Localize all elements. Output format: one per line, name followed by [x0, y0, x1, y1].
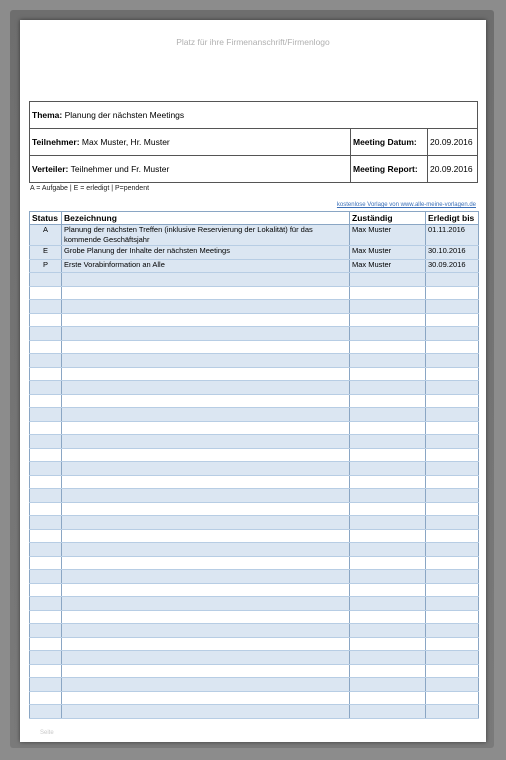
empty-task-cell: [350, 421, 426, 435]
empty-task-cell: [426, 597, 479, 611]
empty-task-cell: [62, 651, 350, 665]
empty-task-row: [30, 408, 479, 422]
empty-task-cell: [426, 529, 479, 543]
empty-task-cell: [62, 489, 350, 503]
empty-task-cell: [350, 664, 426, 678]
empty-task-row: [30, 421, 479, 435]
empty-task-cell: [30, 340, 62, 354]
empty-task-row: [30, 327, 479, 341]
meeting-datum-label: Meeting Datum:: [351, 129, 428, 156]
empty-task-cell: [62, 637, 350, 651]
empty-task-cell: [350, 394, 426, 408]
empty-task-cell: [426, 408, 479, 422]
empty-task-cell: [62, 421, 350, 435]
task-cell-erledigt-bis: 30.10.2016: [426, 246, 479, 260]
empty-task-cell: [62, 273, 350, 287]
meeting-report-label: Meeting Report:: [351, 156, 428, 183]
empty-task-cell: [350, 475, 426, 489]
empty-task-cell: [62, 313, 350, 327]
empty-task-cell: [30, 313, 62, 327]
empty-task-cell: [62, 408, 350, 422]
empty-task-cell: [62, 543, 350, 557]
empty-task-cell: [30, 583, 62, 597]
empty-task-cell: [30, 570, 62, 584]
empty-task-cell: [62, 691, 350, 705]
empty-task-cell: [62, 354, 350, 368]
empty-task-row: [30, 637, 479, 651]
empty-task-cell: [350, 448, 426, 462]
empty-task-row: [30, 448, 479, 462]
empty-task-cell: [426, 435, 479, 449]
verteiler-value: Teilnehmer und Fr. Muster: [68, 164, 170, 174]
task-cell-erledigt-bis: 30.09.2016: [426, 259, 479, 273]
empty-task-cell: [426, 300, 479, 314]
empty-task-cell: [350, 489, 426, 503]
empty-task-row: [30, 610, 479, 624]
empty-task-cell: [30, 543, 62, 557]
empty-task-cell: [426, 394, 479, 408]
empty-task-cell: [426, 678, 479, 692]
empty-task-cell: [30, 408, 62, 422]
empty-task-cell: [62, 340, 350, 354]
empty-task-cell: [350, 624, 426, 638]
empty-task-cell: [350, 691, 426, 705]
task-cell-bezeichnung: Erste Vorabinformation an Alle: [62, 259, 350, 273]
empty-task-cell: [30, 691, 62, 705]
teilnehmer-cell: [30, 129, 351, 156]
empty-task-cell: [350, 610, 426, 624]
empty-task-cell: [350, 597, 426, 611]
task-cell-bezeichnung: Planung der nächsten Treffen (inklusive Reservierung der Lokalität) für das kommende Geschäftsjahr: [62, 225, 350, 246]
teilnehmer-label: Teilnehmer:: [32, 137, 80, 147]
empty-task-cell: [62, 570, 350, 584]
empty-task-cell: [30, 637, 62, 651]
empty-task-row: [30, 462, 479, 476]
empty-task-cell: [30, 421, 62, 435]
empty-task-row: [30, 583, 479, 597]
empty-task-cell: [426, 502, 479, 516]
task-row: [30, 225, 479, 246]
empty-task-cell: [30, 354, 62, 368]
empty-task-cell: [426, 462, 479, 476]
empty-task-row: [30, 340, 479, 354]
company-logo-placeholder: Platz für ihre Firmenanschrift/Firmenlogo: [176, 37, 330, 47]
empty-task-cell: [30, 448, 62, 462]
page-number-mark: Seite: [40, 730, 54, 736]
empty-task-cell: [62, 475, 350, 489]
empty-task-cell: [62, 610, 350, 624]
empty-task-cell: [62, 367, 350, 381]
empty-task-cell: [350, 529, 426, 543]
empty-task-cell: [350, 516, 426, 530]
empty-task-cell: [426, 651, 479, 665]
meeting-report-value: 20.09.2016: [428, 156, 478, 183]
task-row: [30, 246, 479, 260]
empty-task-cell: [62, 516, 350, 530]
empty-task-cell: [62, 502, 350, 516]
empty-task-cell: [350, 543, 426, 557]
empty-task-cell: [350, 381, 426, 395]
empty-task-cell: [350, 367, 426, 381]
empty-task-row: [30, 529, 479, 543]
task-cell-zustaendig: Max Muster: [350, 225, 426, 246]
empty-task-cell: [350, 273, 426, 287]
empty-task-cell: [426, 367, 479, 381]
thema-cell: [30, 102, 478, 129]
empty-task-cell: [62, 705, 350, 719]
verteiler-label: Verteiler:: [32, 164, 69, 174]
empty-task-cell: [62, 529, 350, 543]
empty-task-row: [30, 367, 479, 381]
empty-task-cell: [62, 624, 350, 638]
empty-task-cell: [426, 664, 479, 678]
empty-task-cell: [62, 394, 350, 408]
empty-task-cell: [426, 610, 479, 624]
empty-task-row: [30, 394, 479, 408]
empty-task-cell: [30, 705, 62, 719]
task-cell-bezeichnung: Grobe Planung der Inhalte der nächsten Meetings: [62, 246, 350, 260]
header-erledigt-bis: Erledigt bis: [426, 212, 479, 225]
empty-task-cell: [426, 354, 479, 368]
empty-task-row: [30, 570, 479, 584]
empty-task-cell: [30, 367, 62, 381]
empty-task-row: [30, 691, 479, 705]
empty-task-cell: [426, 273, 479, 287]
empty-task-cell: [350, 340, 426, 354]
empty-task-cell: [350, 435, 426, 449]
empty-task-cell: [350, 354, 426, 368]
empty-task-cell: [30, 435, 62, 449]
empty-task-row: [30, 516, 479, 530]
empty-task-cell: [350, 300, 426, 314]
empty-task-cell: [426, 421, 479, 435]
empty-task-cell: [62, 448, 350, 462]
empty-task-cell: [350, 408, 426, 422]
document-page: [20, 20, 486, 742]
empty-task-row: [30, 597, 479, 611]
empty-task-cell: [30, 556, 62, 570]
empty-task-cell: [30, 651, 62, 665]
empty-task-cell: [426, 583, 479, 597]
empty-task-cell: [350, 502, 426, 516]
teilnehmer-value: Max Muster, Hr. Muster: [79, 137, 170, 147]
empty-task-cell: [350, 327, 426, 341]
empty-task-cell: [30, 381, 62, 395]
empty-task-cell: [30, 664, 62, 678]
header-status: Status: [30, 212, 62, 225]
empty-task-cell: [62, 286, 350, 300]
empty-task-row: [30, 678, 479, 692]
empty-task-cell: [30, 462, 62, 476]
empty-task-cell: [426, 313, 479, 327]
empty-task-row: [30, 651, 479, 665]
empty-task-cell: [426, 705, 479, 719]
empty-task-cell: [350, 678, 426, 692]
empty-task-cell: [350, 651, 426, 665]
task-table-header: [30, 212, 479, 225]
task-cell-erledigt-bis: 01.11.2016: [426, 225, 479, 246]
empty-task-cell: [62, 583, 350, 597]
empty-task-cell: [62, 381, 350, 395]
empty-task-row: [30, 381, 479, 395]
empty-task-cell: [30, 489, 62, 503]
empty-task-cell: [62, 300, 350, 314]
empty-task-row: [30, 664, 479, 678]
empty-task-cell: [30, 678, 62, 692]
empty-task-cell: [426, 489, 479, 503]
empty-task-cell: [62, 435, 350, 449]
empty-task-row: [30, 313, 479, 327]
empty-task-row: [30, 435, 479, 449]
empty-task-cell: [62, 327, 350, 341]
empty-task-cell: [30, 475, 62, 489]
empty-task-cell: [426, 543, 479, 557]
empty-task-cell: [30, 502, 62, 516]
empty-task-cell: [426, 637, 479, 651]
empty-task-cell: [426, 624, 479, 638]
header-bezeichnung: Bezeichnung: [62, 212, 350, 225]
empty-task-cell: [350, 286, 426, 300]
meeting-info-table: [29, 101, 478, 183]
empty-task-cell: [30, 394, 62, 408]
empty-task-cell: [30, 273, 62, 287]
empty-task-cell: [62, 664, 350, 678]
task-cell-status: A: [30, 225, 62, 246]
empty-task-cell: [62, 678, 350, 692]
template-credit-link[interactable]: kostenlose Vorlage von www.alle-meine-vorlagen.de: [336, 202, 476, 208]
empty-task-cell: [30, 610, 62, 624]
task-cell-status: P: [30, 259, 62, 273]
verteiler-cell: [30, 156, 351, 183]
empty-task-cell: [350, 556, 426, 570]
empty-task-cell: [426, 327, 479, 341]
empty-task-cell: [350, 570, 426, 584]
empty-task-cell: [30, 529, 62, 543]
task-row: [30, 259, 479, 273]
empty-task-cell: [62, 462, 350, 476]
empty-task-cell: [426, 556, 479, 570]
empty-task-cell: [350, 462, 426, 476]
empty-task-cell: [30, 516, 62, 530]
empty-task-row: [30, 543, 479, 557]
empty-task-row: [30, 300, 479, 314]
empty-task-cell: [426, 381, 479, 395]
header-zustaendig: Zuständig: [350, 212, 426, 225]
empty-task-cell: [30, 300, 62, 314]
empty-task-cell: [426, 448, 479, 462]
task-cell-status: E: [30, 246, 62, 260]
task-table: [29, 211, 479, 719]
thema-value: Planung der nächsten Meetings: [62, 110, 185, 120]
empty-task-row: [30, 624, 479, 638]
empty-task-cell: [62, 597, 350, 611]
empty-task-cell: [350, 705, 426, 719]
empty-task-cell: [62, 556, 350, 570]
empty-task-cell: [350, 583, 426, 597]
meeting-datum-value: 20.09.2016: [428, 129, 478, 156]
empty-task-cell: [30, 286, 62, 300]
empty-task-cell: [426, 516, 479, 530]
empty-task-cell: [426, 286, 479, 300]
empty-task-cell: [30, 327, 62, 341]
empty-task-cell: [350, 637, 426, 651]
empty-task-row: [30, 354, 479, 368]
empty-task-row: [30, 502, 479, 516]
empty-task-row: [30, 489, 479, 503]
empty-task-cell: [426, 691, 479, 705]
task-cell-zustaendig: Max Muster: [350, 246, 426, 260]
empty-task-cell: [350, 313, 426, 327]
empty-task-cell: [426, 570, 479, 584]
empty-task-row: [30, 286, 479, 300]
thema-label: Thema:: [32, 110, 63, 120]
empty-task-cell: [426, 340, 479, 354]
empty-task-cell: [30, 624, 62, 638]
empty-task-row: [30, 556, 479, 570]
status-legend: A = Aufgabe | E = erledigt | P=pendent: [30, 185, 150, 192]
empty-task-row: [30, 273, 479, 287]
empty-task-cell: [426, 475, 479, 489]
empty-task-cell: [30, 597, 62, 611]
empty-task-row: [30, 705, 479, 719]
task-cell-zustaendig: Max Muster: [350, 259, 426, 273]
empty-task-row: [30, 475, 479, 489]
